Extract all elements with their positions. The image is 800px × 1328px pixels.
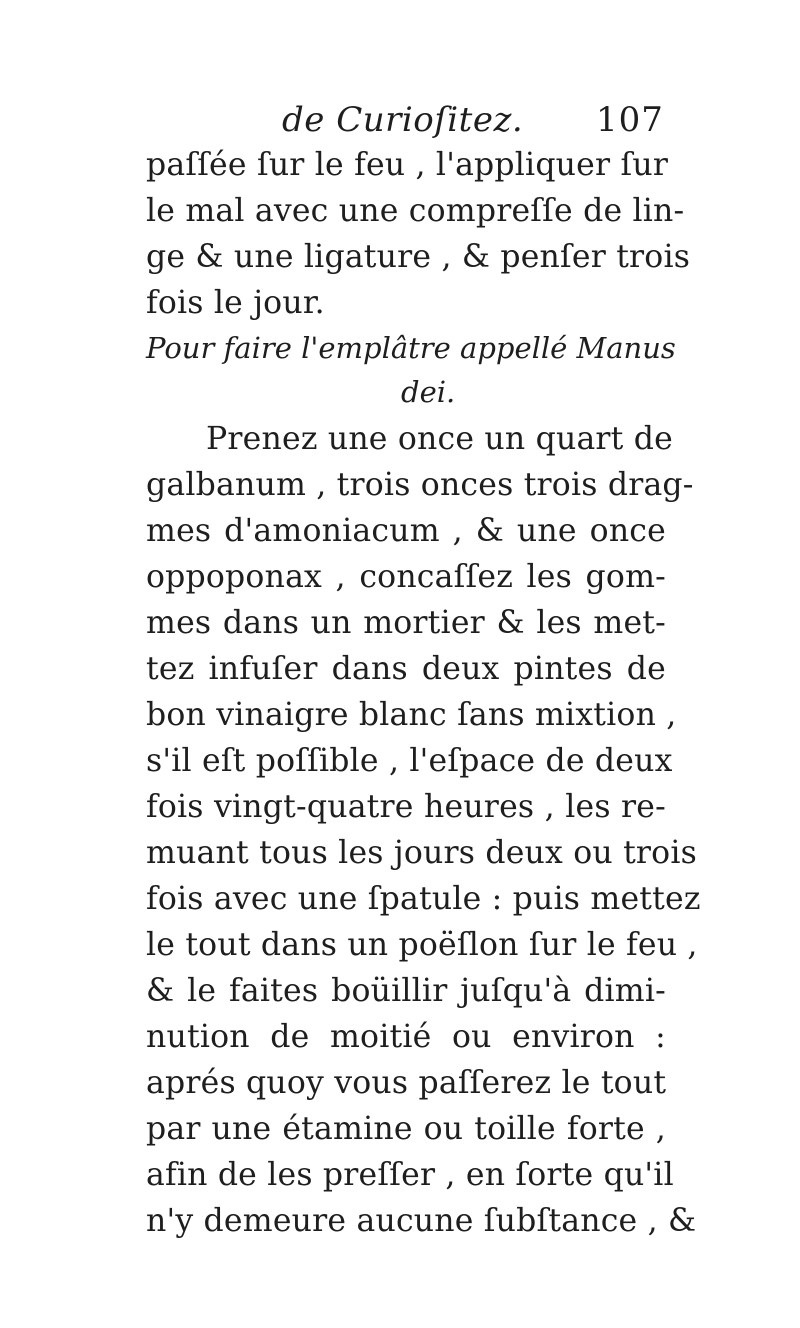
text-line: afin de les preſſer , en ſorte qu'il bbox=[146, 1157, 674, 1193]
page-number: 107 bbox=[596, 100, 664, 140]
text-line: & le faites boüillir juſqu'à dimi- bbox=[146, 973, 666, 1009]
text-line: n'y demeure aucune ſubſtance , & bbox=[146, 1203, 697, 1239]
running-title: de Curioſitez. bbox=[282, 100, 524, 140]
text-line: s'il eſt poſſible , l'eſpace de deux bbox=[146, 743, 673, 779]
text-line: aprés quoy vous paſſerez le tout bbox=[146, 1065, 667, 1101]
text-line: tez infuſer dans deux pintes de bbox=[146, 651, 666, 687]
text-line: mes d'amoniacum , & une once bbox=[146, 513, 666, 549]
heading-line: Pour faire l'emplâtre appellé Manus bbox=[146, 331, 676, 365]
text-line: le tout dans un poëſlon ſur le feu , bbox=[146, 927, 698, 963]
paragraph-recipe bbox=[146, 416, 701, 1244]
text-line: muant tous les jours deux ou trois bbox=[146, 835, 697, 871]
text-line: paſſée ſur le feu , l'appliquer ſur bbox=[146, 147, 669, 183]
text-line: nution de moitié ou environ : bbox=[146, 1019, 666, 1055]
paragraph-continuation bbox=[146, 142, 691, 326]
text-line: galbanum , trois onces trois drag- bbox=[146, 467, 694, 503]
text-line: fois le jour. bbox=[146, 285, 325, 321]
text-line: ge & une ligature , & penſer trois bbox=[146, 239, 691, 275]
text-line: bon vinaigre blanc ſans mixtion , bbox=[146, 697, 677, 733]
text-block bbox=[146, 142, 701, 1244]
text-line: oppoponax , concaſſez les gom- bbox=[146, 559, 666, 595]
text-line: par une étamine ou toille forte , bbox=[146, 1111, 666, 1147]
text-line: fois avec une ſpatule : puis mettez bbox=[146, 881, 701, 917]
text-line: Prenez une once un quart de bbox=[206, 421, 673, 457]
text-line: mes dans un mortier & les met- bbox=[146, 605, 666, 641]
text-line: le mal avec une compreſſe de lin- bbox=[146, 193, 685, 229]
recipe-heading bbox=[146, 326, 676, 414]
heading-line: dei. bbox=[401, 375, 456, 409]
text-line: fois vingt-quatre heures , les re- bbox=[146, 789, 666, 825]
